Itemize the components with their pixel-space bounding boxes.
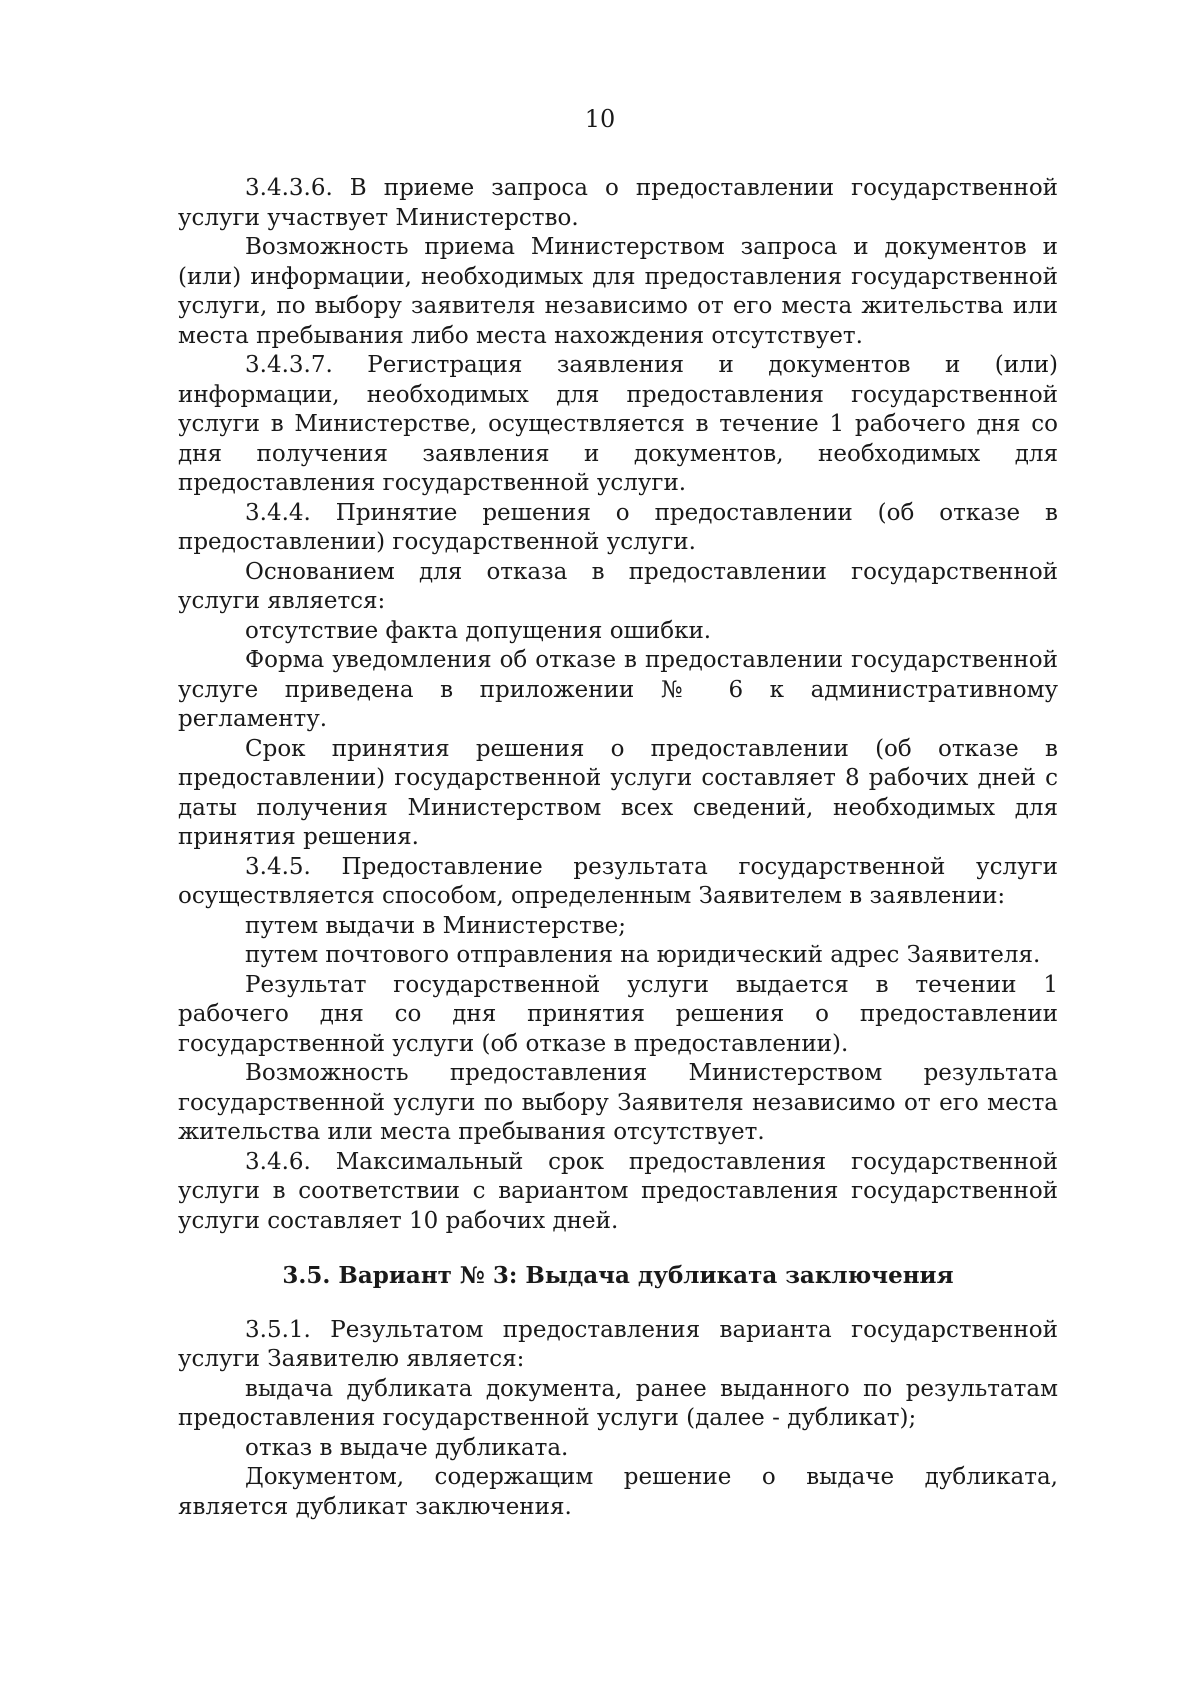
paragraph-3-4-3-7: 3.4.3.7. Регистрация заявления и документов и (или) информации, необходимых для предоставления государственной услуги в Министерстве, осуществляется в течение 1 рабочего дня со дня получения заявления и документов, необходимых для предоставления государственной услуги.: [178, 352, 1058, 496]
document-body: [178, 174, 1058, 1522]
paragraph-issue-ministry: путем выдачи в Министерстве;: [245, 912, 627, 939]
paragraph-3-4-5: 3.4.5. Предоставление результата государственной услуги осуществляется способом, определенным Заявителем в заявлении:: [178, 853, 1058, 909]
paragraph-result-possibility: Возможность предоставления Министерством результата государственной услуги по выбору Заявителя независимо от его места жительства или места пребывания отсутствует.: [178, 1060, 1058, 1145]
paragraph-3-4-3-6: 3.4.3.6. В приеме запроса о предоставлении государственной услуги участвует Министерство.: [178, 175, 1058, 231]
paragraph-duplicate-refusal: отказ в выдаче дубликата.: [245, 1434, 569, 1461]
paragraph-3-4-4: 3.4.4. Принятие решения о предоставлении (об отказе в предоставлении) государственной услуги.: [178, 499, 1058, 555]
paragraph-result-issued: Результат государственной услуги выдается в течении 1 рабочего дня со дня принятия решения о предоставлении государственной услуги (об отказе в предоставлении).: [178, 971, 1058, 1057]
paragraph-no-error: отсутствие факта допущения ошибки.: [245, 617, 712, 644]
page-number: 10: [584, 105, 616, 133]
paragraph-duplicate-issue: выдача дубликата документа, ранее выданного по результатам предоставления государственной услуги (далее - дубликат);: [178, 1375, 1058, 1431]
paragraph-3-4-6: 3.4.6. Максимальный срок предоставления государственной услуги в соответствии с вариантом предоставления государственной услуги составляет 10 рабочих дней.: [178, 1148, 1058, 1234]
paragraph-duplicate-document: Документом, содержащим решение о выдаче дубликата, является дубликат заключения.: [178, 1464, 1058, 1520]
paragraph-3-5-1: 3.5.1. Результатом предоставления варианта государственной услуги Заявителю является:: [178, 1316, 1058, 1372]
paragraph-refusal-form: Форма уведомления об отказе в предоставлении государственной услуге приведена в приложении № 6 к административному регламенту.: [178, 647, 1058, 732]
paragraph-refusal-basis: Основанием для отказа в предоставлении государственной услуги является:: [178, 558, 1058, 614]
paragraph-decision-term: Срок принятия решения о предоставлении (об отказе в предоставлении) государственной услуги составляет 8 рабочих дней с даты получения Министерством всех сведений, необходимых для принятия решения.: [178, 735, 1058, 850]
section-heading-3-5: 3.5. Вариант № 3: Выдача дубликата заключения: [282, 1262, 954, 1289]
paragraph-reception-possibility: Возможность приема Министерством запроса и документов и (или) информации, необходимых для предоставления государственной услуги, по выбору заявителя независимо от его места жительства или места пребывания либо места нахождения отсутствует.: [178, 234, 1058, 349]
paragraph-issue-post: путем почтового отправления на юридический адрес Заявителя.: [245, 942, 1041, 968]
